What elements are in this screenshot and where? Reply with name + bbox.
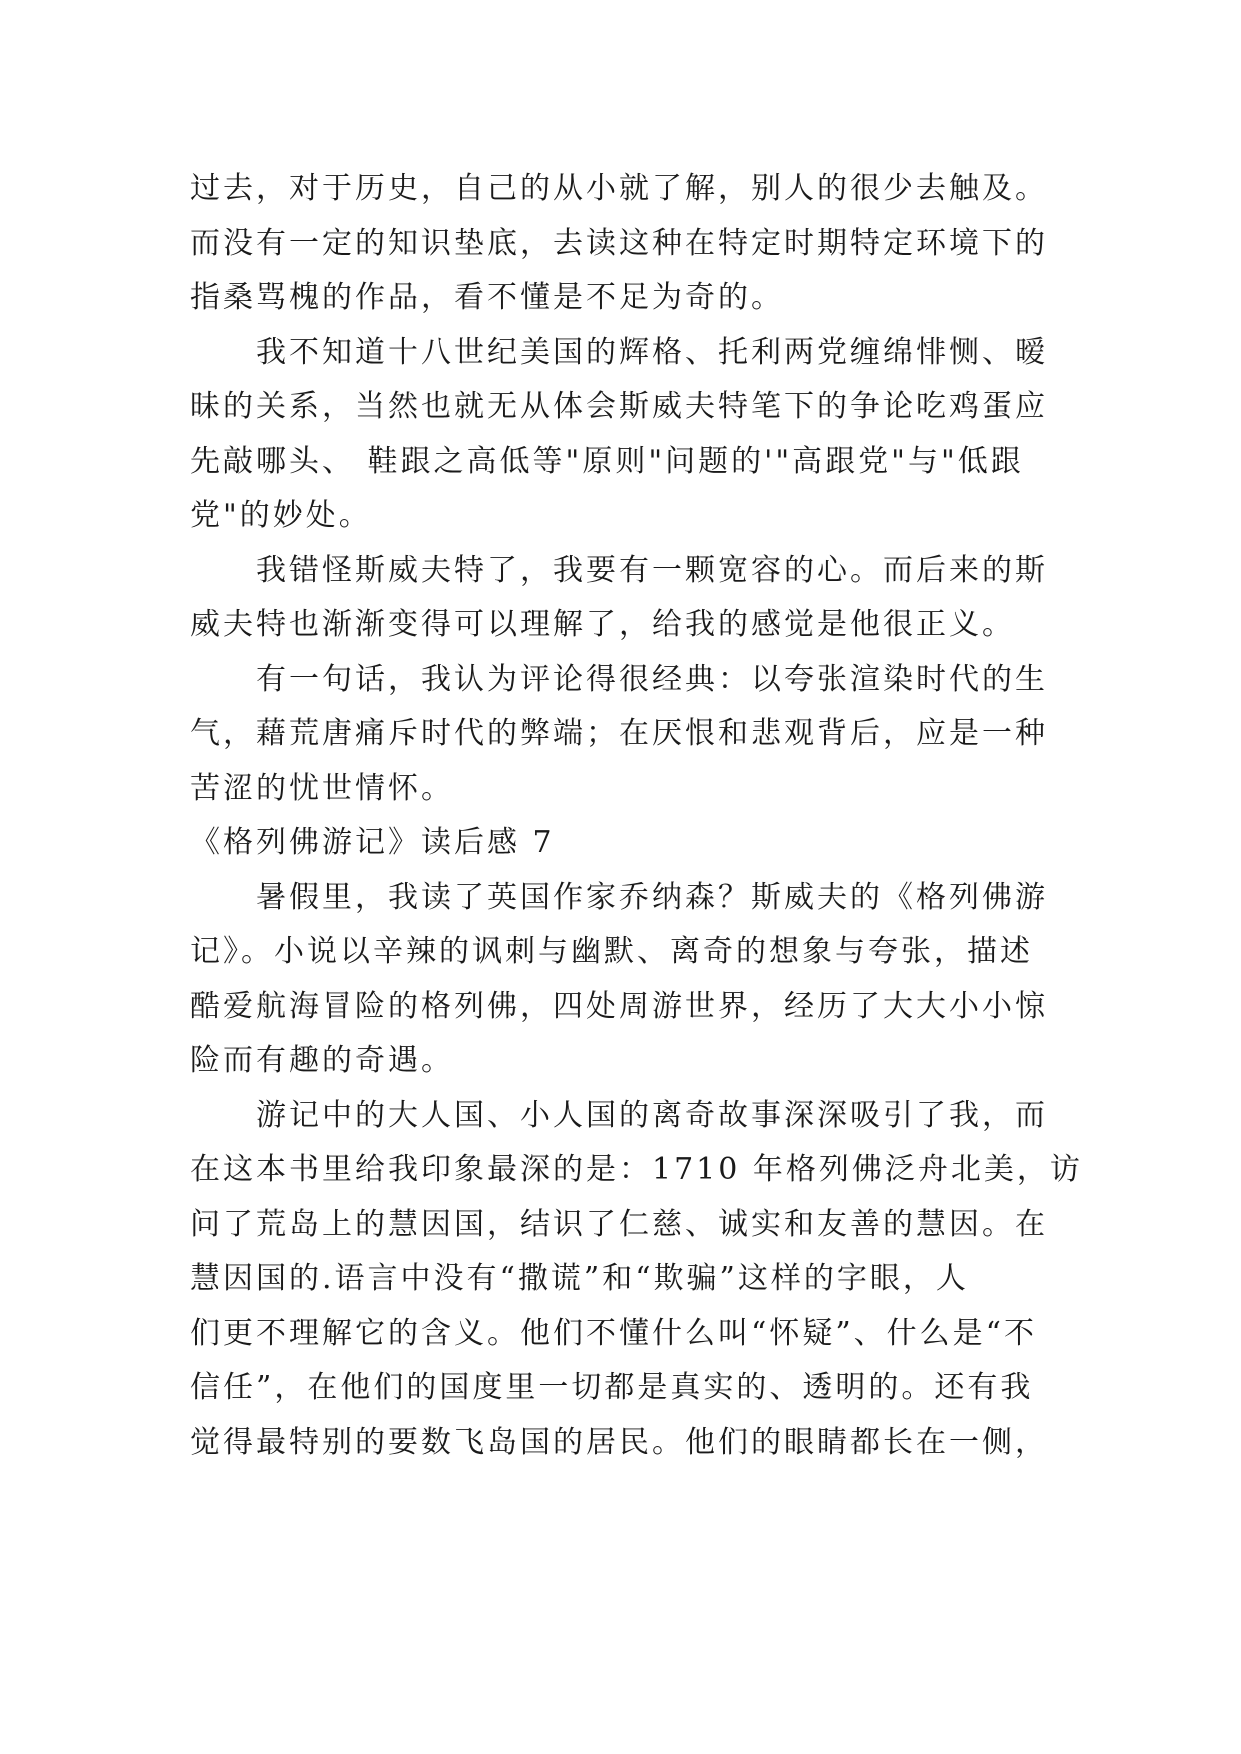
text-line: 我不知道十八世纪美国的辉格、托利两党缠绵悱恻、暧 — [256, 334, 1048, 370]
text-line: 暑假里，我读了英国作家乔纳森？斯威夫的《格列佛游 — [256, 879, 1048, 915]
text-line: 问了荒岛上的慧因国，结识了仁慈、诚实和友善的慧因。在 — [190, 1206, 1048, 1242]
text-line: 慧因国的.语言中没有“撒谎”和“欺骗”这样的字眼，人 — [190, 1261, 969, 1296]
text-line: 险而有趣的奇遇。 — [190, 1043, 454, 1078]
text-line: 《格列佛游记》读后感 7 — [190, 825, 555, 860]
text-line: 过去，对于历史，自己的从小就了解，别人的很少去触及。 — [190, 171, 1048, 206]
text-line: 党"的妙处。 — [190, 498, 372, 533]
text-line: 苦涩的忧世情怀。 — [190, 770, 454, 806]
text-line: 酷爱航海冒险的格列佛，四处周游世界，经历了大大小小惊 — [190, 988, 1048, 1024]
text-line: 而没有一定的知识垫底，去读这种在特定时期特定环境下的 — [190, 225, 1048, 261]
text-line: 指桑骂槐的作品，看不懂是不足为奇的。 — [190, 280, 784, 315]
text-line: 游记中的大人国、小人国的离奇故事深深吸引了我，而 — [256, 1097, 1048, 1133]
text-line: 气，藉荒唐痛斥时代的弊端；在厌恨和悲观背后，应是一种 — [190, 716, 1048, 751]
text-line: 先敲哪头、 鞋跟之高低等"原则"问题的'"高跟党"与"低跟 — [190, 443, 1024, 479]
text-line: 我错怪斯威夫特了，我要有一颗宽容的心。而后来的斯 — [256, 552, 1048, 588]
text-line: 威夫特也渐渐变得可以理解了，给我的感觉是他很正义。 — [190, 607, 1015, 642]
text-line: 在这本书里给我印象最深的是：1710 年格列佛泛舟北美，访 — [190, 1152, 1083, 1187]
text-line: 有一句话，我认为评论得很经典：以夸张渲染时代的生 — [256, 661, 1048, 697]
text-line: 们更不理解它的含义。他们不懂什么叫“怀疑”、什么是“不 — [190, 1315, 1038, 1351]
text-line: 记》。小说以辛辣的讽刺与幽默、离奇的想象与夸张，描述 — [190, 934, 1033, 969]
text-line: 信任”，在他们的国度里一切都是真实的、透明的。还有我 — [190, 1370, 1034, 1405]
document-body — [190, 162, 1090, 1470]
text-line: 昧的关系，当然也就无从体会斯威夫特笔下的争论吃鸡蛋应 — [190, 389, 1048, 424]
text-line: 觉得最特别的要数飞岛国的居民。他们的眼睛都长在一侧， — [190, 1424, 1048, 1460]
